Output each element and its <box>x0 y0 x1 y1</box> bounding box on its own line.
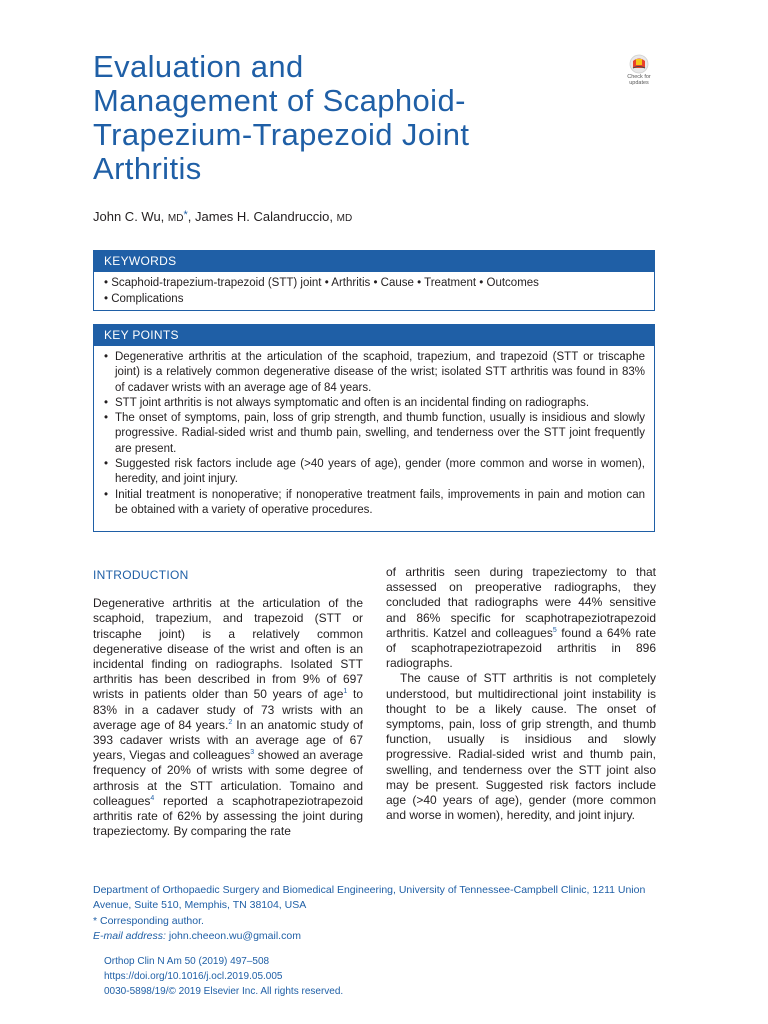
corresponding-author-note: * Corresponding author. <box>93 914 204 927</box>
corresponding-author-mark[interactable]: * <box>183 209 188 221</box>
body-column-right <box>386 565 656 823</box>
journal-info <box>104 954 343 999</box>
body-text: Degenerative arthritis at the articulation of the scaphoid, trapezium, and trapezoid (STT or triscaphe joint) is a relatively common degenerative disease of the wrist and often is an incidental finding on radiographs. Isolated STT arthritis has been described in from 9% of 697 wrists in patients older than 50 years of age <box>93 596 363 702</box>
title-line: Arthritis <box>93 151 202 186</box>
key-point-item: • Suggested risk factors include age (>40 years of age), gender (more common and worse in women), heredity, and joint injury. <box>104 457 645 488</box>
key-point-item: • Initial treatment is nonoperative; if nonoperative treatment fails, improvements in pain and motion can be obtained with a variety of operative procedures. <box>104 488 645 519</box>
keywords-line: • Complications <box>104 292 184 305</box>
copyright-notice: 0030-5898/19/© 2019 Elsevier Inc. All rights reserved. <box>104 986 344 997</box>
key-points-heading: KEY POINTS <box>94 325 654 346</box>
title-line: Trapezium-Trapezoid Joint <box>93 117 470 152</box>
author-degree: MD <box>336 213 353 224</box>
email-label: E-mail address: <box>93 930 166 943</box>
section-heading-introduction: INTRODUCTION <box>93 568 189 582</box>
key-points-box <box>93 324 655 532</box>
check-for-updates-icon <box>619 54 659 74</box>
body-paragraph <box>93 596 363 839</box>
badge-label <box>619 74 659 86</box>
badge-line: Check for <box>627 74 651 80</box>
reference-link[interactable]: 2 <box>228 718 233 726</box>
reference-link[interactable]: 1 <box>343 688 348 696</box>
keywords-line: • Scaphoid-trapezium-trapezoid (STT) joint • Arthritis • Cause • Treatment • Outcomes <box>104 277 539 289</box>
author-name: John C. Wu, <box>93 209 165 224</box>
email-line <box>93 929 673 944</box>
author-name: James H. Calandruccio, <box>195 209 334 224</box>
author-separator: , <box>187 209 192 224</box>
body-text: found a 64% rate of scaphotrapeziotrapezoid arthritis in 896 radiographs. <box>386 625 656 671</box>
keywords-list <box>94 272 654 307</box>
body-text: of arthritis seen during trapeziectomy to that assessed on preoperative radiographs, they concluded that radiographs were 44% sensitive and 86% specific for scaphotrapeziotrapezoid arthritis. Katzel and colleagues <box>386 565 656 640</box>
key-point-item: • STT joint arthritis is not always symptomatic and often is an incidental finding on radiographs. <box>104 396 645 411</box>
reference-link[interactable]: 3 <box>250 749 255 757</box>
title-line: Management of Scaphoid- <box>93 83 466 118</box>
key-points-list <box>94 346 654 518</box>
body-paragraph <box>386 565 656 671</box>
author-degree: MD <box>167 213 184 224</box>
reference-link[interactable]: 5 <box>552 626 557 634</box>
body-column-left <box>93 565 363 839</box>
article-title <box>93 50 573 186</box>
body-text: reported a scaphotrapeziotrapezoid arthritis rate of 62% by assessing the joint during trapeziectomy. By comparing the rate <box>93 793 363 839</box>
body-text: to 83% in a cadaver study of 73 wrists with an average age of 84 years. <box>93 687 364 732</box>
body-text: In an anatomic study of 393 cadaver wrists with an average age of 67 years, Viegas and colleagues <box>93 717 363 763</box>
reference-link[interactable]: 4 <box>150 794 155 802</box>
badge-line: updates <box>629 80 649 86</box>
journal-citation: Orthop Clin N Am 50 (2019) 497–508 <box>104 956 270 967</box>
affiliation-department: Department of Orthopaedic Surgery and Biomedical Engineering, University of Tennessee-Campbell Clinic, 1211 Union Avenue, Suite 510, Memphis, TN 38104, USA <box>93 884 646 912</box>
email-link[interactable]: john.cheeon.wu@gmail.com <box>168 930 301 943</box>
key-point-item: • Degenerative arthritis at the articulation of the scaphoid, trapezium, and trapezoid (STT or triscaphe joint) is a relatively common degenerative disease of the wrist; isolated STT arthritis was found in 83% of cadaver wrists with an average age of 84 years. <box>104 350 645 396</box>
body-text: showed an average frequency of 20% of wrists with some degree of arthrosis at the STT articulation. Tomaino and colleagues <box>93 748 363 808</box>
doi-link[interactable]: https://doi.org/10.1016/j.ocl.2019.05.005 <box>104 971 283 982</box>
key-point-item: • The onset of symptoms, pain, loss of grip strength, and thumb function, usually is insidious and slowly progressive. Radial-sided wrist and thumb pain, swelling, and tenderness over the STT joint frequently are present. <box>104 411 645 457</box>
keywords-heading: KEYWORDS <box>94 251 654 272</box>
keywords-box <box>93 250 655 311</box>
affiliation-footnote <box>93 883 673 945</box>
title-line: Evaluation and <box>93 49 304 84</box>
author-line <box>93 209 352 224</box>
check-for-updates-badge[interactable] <box>619 54 659 90</box>
body-paragraph: The cause of STT arthritis is not completely understood, but multidirectional joint instability is thought to be a likely cause. The onset of symptoms, pain, loss of grip strength, and thumb function, usually is insidious and slowly progressive. Radial-sided wrist and thumb pain, swelling, and tenderness over the STT joint also may be present. Suggested risk factors include age (>40 years of age), gender (more common and worse in women), heredity, and joint injury. <box>386 671 656 823</box>
